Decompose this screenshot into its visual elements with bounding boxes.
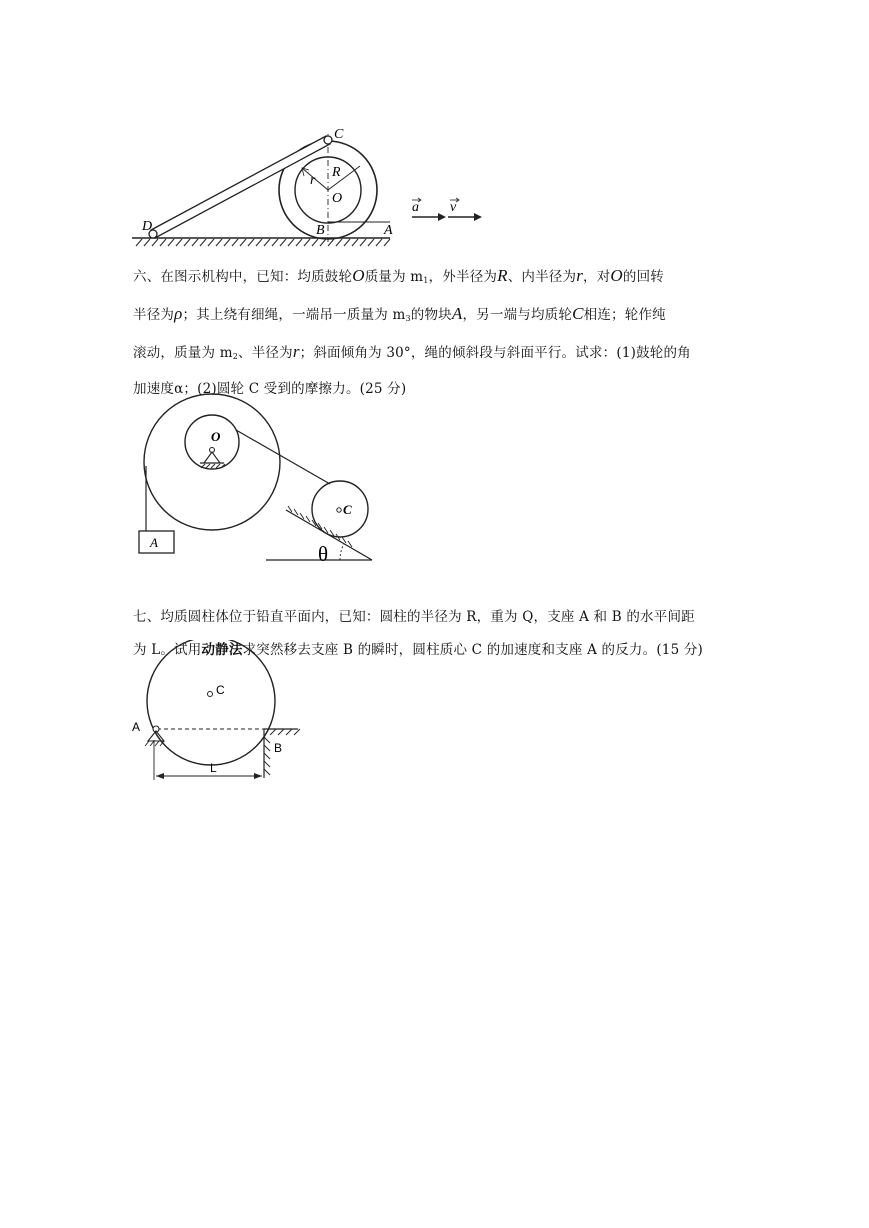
center-C xyxy=(208,692,213,697)
text-run: 、内半径为 xyxy=(507,269,577,285)
label-C: C xyxy=(216,683,225,697)
label-C: C xyxy=(343,502,352,517)
symbol-O: O xyxy=(352,266,365,285)
label-L: L xyxy=(210,761,217,775)
text-run: 、半径为 xyxy=(238,345,293,361)
text-run: ，外半径为 xyxy=(428,269,498,285)
symbol-r: r xyxy=(292,342,300,361)
text-run: ；斜面倾角为 30°，绳的倾斜段与斜面平行。试求：(1)鼓轮的角 xyxy=(299,345,691,361)
text-run: 为 L。试用 xyxy=(133,642,202,658)
rope-to-C xyxy=(236,430,330,484)
figure-drum-on-ground xyxy=(128,110,500,252)
label-A: A xyxy=(132,720,141,734)
problem-number: 六、 xyxy=(133,269,161,285)
symbol-O: O xyxy=(610,266,623,285)
figure-cylinder-supports xyxy=(130,640,310,788)
label-O: O xyxy=(332,191,343,206)
angle-arc xyxy=(340,544,344,560)
label-B: B xyxy=(274,741,283,755)
label-R: R xyxy=(332,165,341,180)
incline-surface xyxy=(286,510,372,560)
label-O: O xyxy=(211,429,221,444)
subscript: 1 xyxy=(423,276,429,285)
symbol-r: r xyxy=(576,266,584,285)
label-B: B xyxy=(316,223,325,238)
text-run: 加速度α；(2)圆轮 C 受到的摩擦力。(25 分) xyxy=(133,381,407,397)
symbol-R: R xyxy=(497,266,508,285)
subscript: 3 xyxy=(405,314,411,323)
label-A: A xyxy=(384,223,393,238)
text-run: 的回转 xyxy=(622,269,665,285)
label-C: C xyxy=(334,127,344,142)
rod-DC xyxy=(151,136,330,238)
text-run: 求突然移去支座 B 的瞬时，圆柱质心 C 的加速度和支座 A 的反力。(15 分) xyxy=(242,642,704,658)
text-run: 半径为 xyxy=(133,307,175,323)
ground-hatch xyxy=(132,238,390,246)
text-run: 质量为 m xyxy=(364,269,424,285)
symbol-rho: ρ xyxy=(174,304,183,323)
text-run: ，另一端与均质轮 xyxy=(462,307,573,323)
text-run: 七、均质圆柱体位于铅直平面内，已知：圆柱的半径为 R，重为 Q，支座 A 和 B 的水平间距 xyxy=(133,609,695,625)
label-A: A xyxy=(150,535,158,550)
label-a: a xyxy=(412,200,419,215)
text-run: 相连；轮作纯 xyxy=(583,307,666,323)
center-C xyxy=(337,508,341,512)
label-r: r xyxy=(310,173,316,188)
text-run: 的物块 xyxy=(410,307,452,323)
cylinder-circle xyxy=(147,640,275,765)
text-run: 滚动，质量为 m xyxy=(133,345,233,361)
text-run: ；其上绕有细绳，一端吊一质量为 m xyxy=(182,307,406,323)
label-theta: θ xyxy=(318,542,329,564)
subscript: 2 xyxy=(232,352,238,361)
label-D: D xyxy=(142,219,153,234)
symbol-C: C xyxy=(572,304,584,323)
pin-C xyxy=(324,136,332,144)
text-run: ，对 xyxy=(583,269,611,285)
label-v: v xyxy=(450,200,457,215)
symbol-A: A xyxy=(451,304,463,323)
figure-drum-incline xyxy=(134,384,378,564)
text-run: 在图示机构中，已知：均质鼓轮 xyxy=(160,269,353,285)
method-emphasis: 动静法 xyxy=(201,642,243,658)
